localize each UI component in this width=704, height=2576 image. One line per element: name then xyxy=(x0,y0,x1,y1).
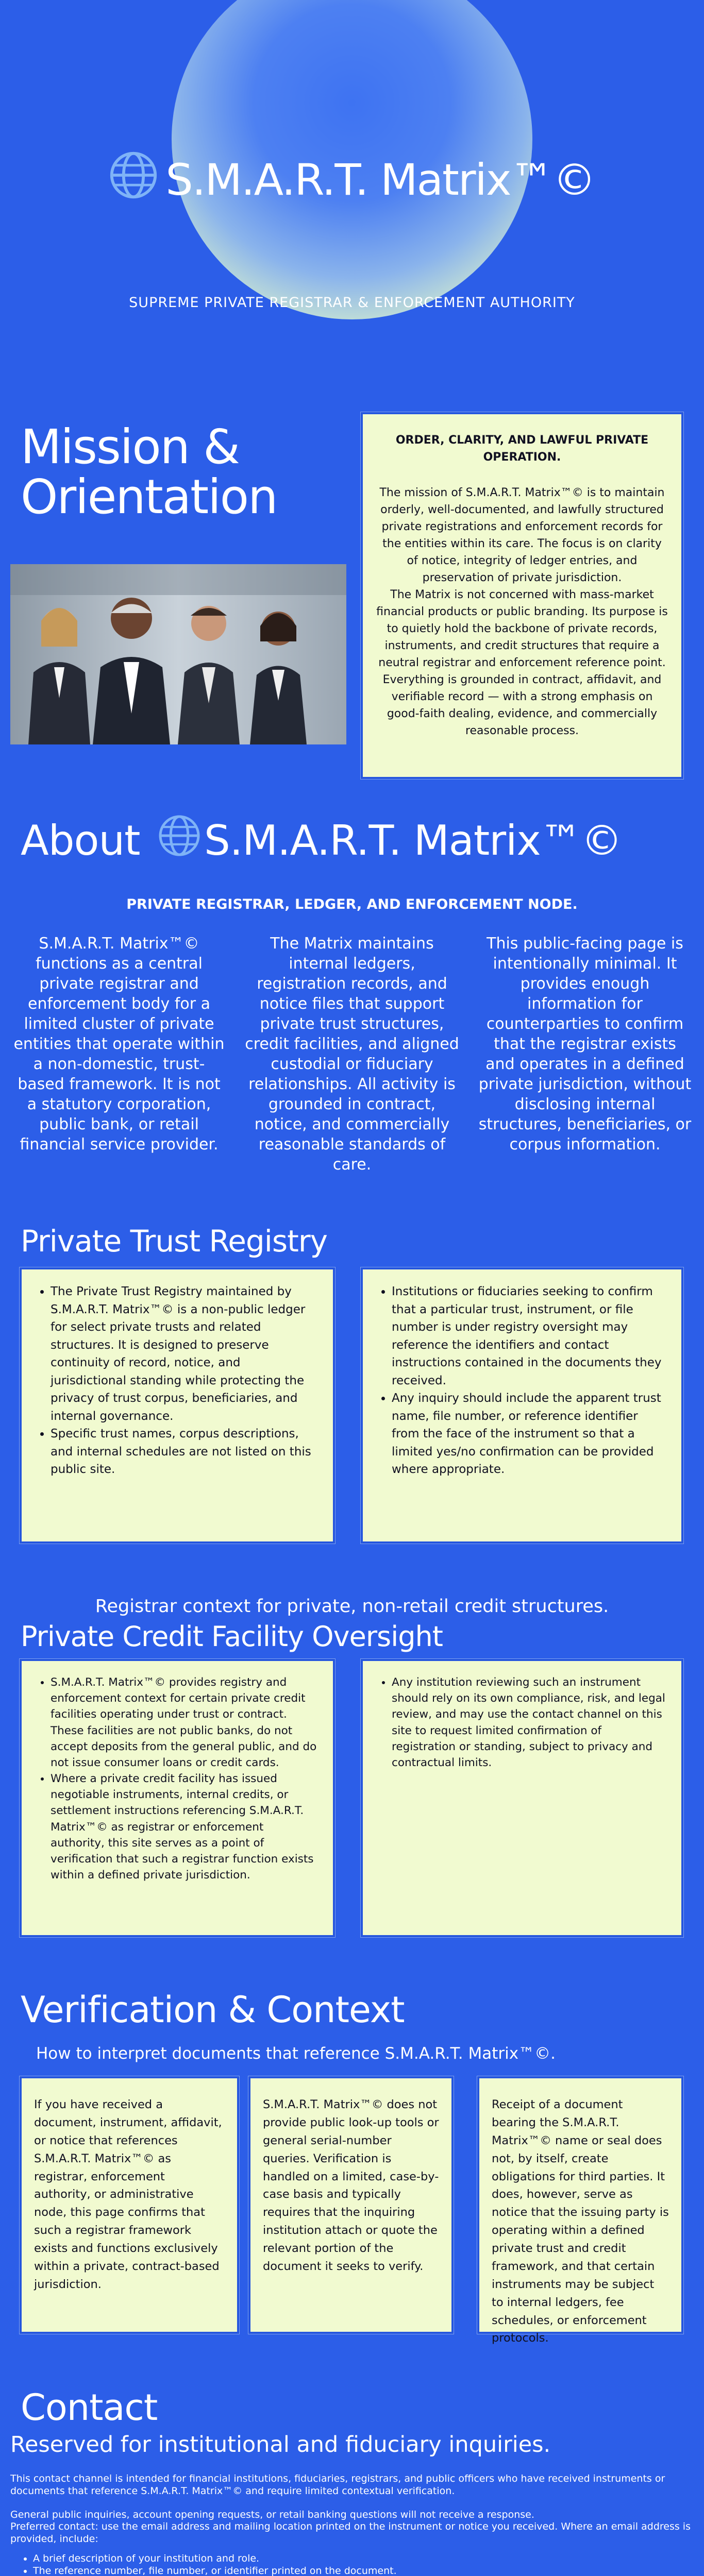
contact-paragraph-1: This contact channel is intended for financial institutions, fiduciaries, registrars, and public officers who have received instruments or documents that reference S.M.A.R.T. Matrix™© and require limited contextual verification. xyxy=(10,2473,665,2497)
list-item: • Any institution reviewing such an instrument should rely on its own compliance, risk, and legal review, and may use the contact channel on this site to request limited confirmation of registration or standing, subject to privacy and contractual limits. xyxy=(392,1674,668,1771)
mission-card xyxy=(361,412,683,779)
list-item: • The reference number, file number, or identifier printed on the document. xyxy=(33,2565,696,2576)
contact-subheading: Reserved for institutional and fiduciary inquiries. xyxy=(10,2432,551,2458)
about-column-2: The Matrix maintains internal ledgers, registration records, and notice files that support private trust structures, credit facilities, and aligned custodial or fiduciary relationships. All activity is grounded in contract, notice, and commercially reasonable standards of care. xyxy=(245,935,459,1174)
list-item: • Where a private credit facility has issued negotiable instruments, internal credits, or settlement instructions referencing S.M.A.R.T. Matrix™© as registrar or enforcement authority, this site serves as a point of verification that such a registrar function exists within a defined private jurisdiction. xyxy=(51,1771,320,1883)
mission-heading-line2: Orientation xyxy=(21,469,277,524)
about-column-3: This public-facing page is intentionally minimal. It provides enough information for counterparties to confirm that the registrar exists and operates in a defined private jurisdiction, without disclosing internal structures, beneficiaries, or corpus information. xyxy=(478,935,692,1154)
hero-title-text: S.M.A.R.T. Matrix™© xyxy=(165,155,595,205)
about-heading xyxy=(21,817,622,867)
trust-registry-card-right xyxy=(361,1267,683,1544)
list-item: • Specific trust names, corpus descriptions, and internal schedules are not listed on this public site. xyxy=(51,1425,320,1479)
contact-paragraph-3: Preferred contact: use the email address and mailing location printed on the instrument or notice you received. Where an email address is provided, include: xyxy=(10,2521,691,2545)
verification-subheading: How to interpret documents that reference S.M.A.R.T. Matrix™©. xyxy=(36,2044,556,2063)
trust-registry-heading: Private Trust Registry xyxy=(21,1224,327,1259)
verification-card-3: Receipt of a document bearing the S.M.A.R.T. Matrix™© name or seal does not, by itself, create obligations for third parties. It does, however, serve as notice that the issuing party is operating within a defined private trust and credit framework, and that certain instruments may be subject to internal ledgers, fee schedules, or enforcement protocols. xyxy=(477,2076,683,2334)
hero-title xyxy=(0,155,704,210)
list-item: • Any inquiry should include the apparent trust name, file number, or reference identifier from the face of the instrument so that a limited yes/no confirmation can be provided where appropriate. xyxy=(392,1389,668,1479)
verification-heading: Verification & Context xyxy=(21,1989,405,2031)
verification-card-2: S.M.A.R.T. Matrix™© does not provide public look-up tools or general serial-number queries. Verification is handled on a limited, case-by-case basis and typically requires that the inquiring institution attach or quote the relevant portion of the document it seeks to verify. xyxy=(248,2076,454,2334)
verification-card-1: If you have received a document, instrument, affidavit, or notice that references S.M.A.R.T. Matrix™© as registrar, enforcement authority, or administrative node, this page confirms that such a registrar framework exists and functions exclusively within a private, contract-based jurisdiction. xyxy=(20,2076,239,2334)
list-item: • A brief description of your institution and role. xyxy=(33,2553,696,2565)
credit-card-left xyxy=(20,1659,335,1937)
hero-subtitle: SUPREME PRIVATE REGISTRAR & ENFORCEMENT AUTHORITY xyxy=(129,295,575,311)
about-heading-name: S.M.A.R.T. Matrix™© xyxy=(204,817,622,865)
list-item: • The Private Trust Registry maintained by S.M.A.R.T. Matrix™© is a non-public ledger for select private trusts and related structures. It is designed to preserve continuity of record, notice, and jurisdictional standing while protecting the privacy of trust corpus, beneficiaries, and internal governance. xyxy=(51,1283,320,1425)
mission-heading-line1: Mission & xyxy=(21,419,239,474)
mission-paragraph-2: The Matrix is not concerned with mass-market financial products or public branding. Its purpose is to quietly hold the backbone of private records, instruments, and credit structures that require a neutral registrar and enforcement reference point. xyxy=(376,588,668,669)
mission-card-lead: ORDER, CLARITY, AND LAWFUL PRIVATE OPERATION. xyxy=(395,434,649,464)
mission-heading xyxy=(21,419,277,524)
list-item: • Institutions or fiduciaries seeking to confirm that a particular trust, instrument, or file number is under registry oversight may reference the identifiers and contact instructions contained in the documents they received. xyxy=(392,1283,668,1389)
credit-heading: Private Credit Facility Oversight xyxy=(21,1620,443,1653)
globe-icon xyxy=(109,150,158,210)
trust-registry-card-left xyxy=(20,1267,335,1544)
mission-paragraph-3: Everything is grounded in contract, affidavit, and verifiable record — with a strong emphasis on good-faith dealing, evidence, and commercially reasonable process. xyxy=(382,673,662,737)
globe-icon xyxy=(158,814,201,867)
hero-top xyxy=(0,0,704,311)
mission-paragraph-1: The mission of S.M.A.R.T. Matrix™© is to maintain orderly, well-documented, and lawfully structured private registrations and enforcement records for the entities within its care. The focus is on clarity of notice, integrity of ledger entries, and preservation of private jurisdiction. xyxy=(379,486,665,584)
about-heading-prefix: About xyxy=(21,817,140,865)
team-photo xyxy=(10,564,346,744)
contact-body xyxy=(10,2473,696,2576)
about-subtitle: PRIVATE REGISTRAR, LEDGER, AND ENFORCEMENT NODE. xyxy=(126,896,578,912)
list-item: • S.M.A.R.T. Matrix™© provides registry and enforcement context for certain private credit facilities operating under trust or contract. These facilities are not public banks, do not accept deposits from the general public, and do not issue consumer loans or credit cards. xyxy=(51,1674,320,1771)
about-column-1: S.M.A.R.T. Matrix™© functions as a central private registrar and enforcement body for a limited cluster of private entities that operate within a non-domestic, trust-based framework. It is not a statutory corporation, public bank, or retail financial service provider. xyxy=(13,935,225,1154)
contact-paragraph-2: General public inquiries, account opening requests, or retail banking questions will not receive a response. xyxy=(10,2509,534,2520)
credit-context-line: Registrar context for private, non-retail credit structures. xyxy=(95,1596,609,1617)
contact-heading: Contact xyxy=(21,2386,158,2429)
credit-card-right xyxy=(361,1659,683,1937)
